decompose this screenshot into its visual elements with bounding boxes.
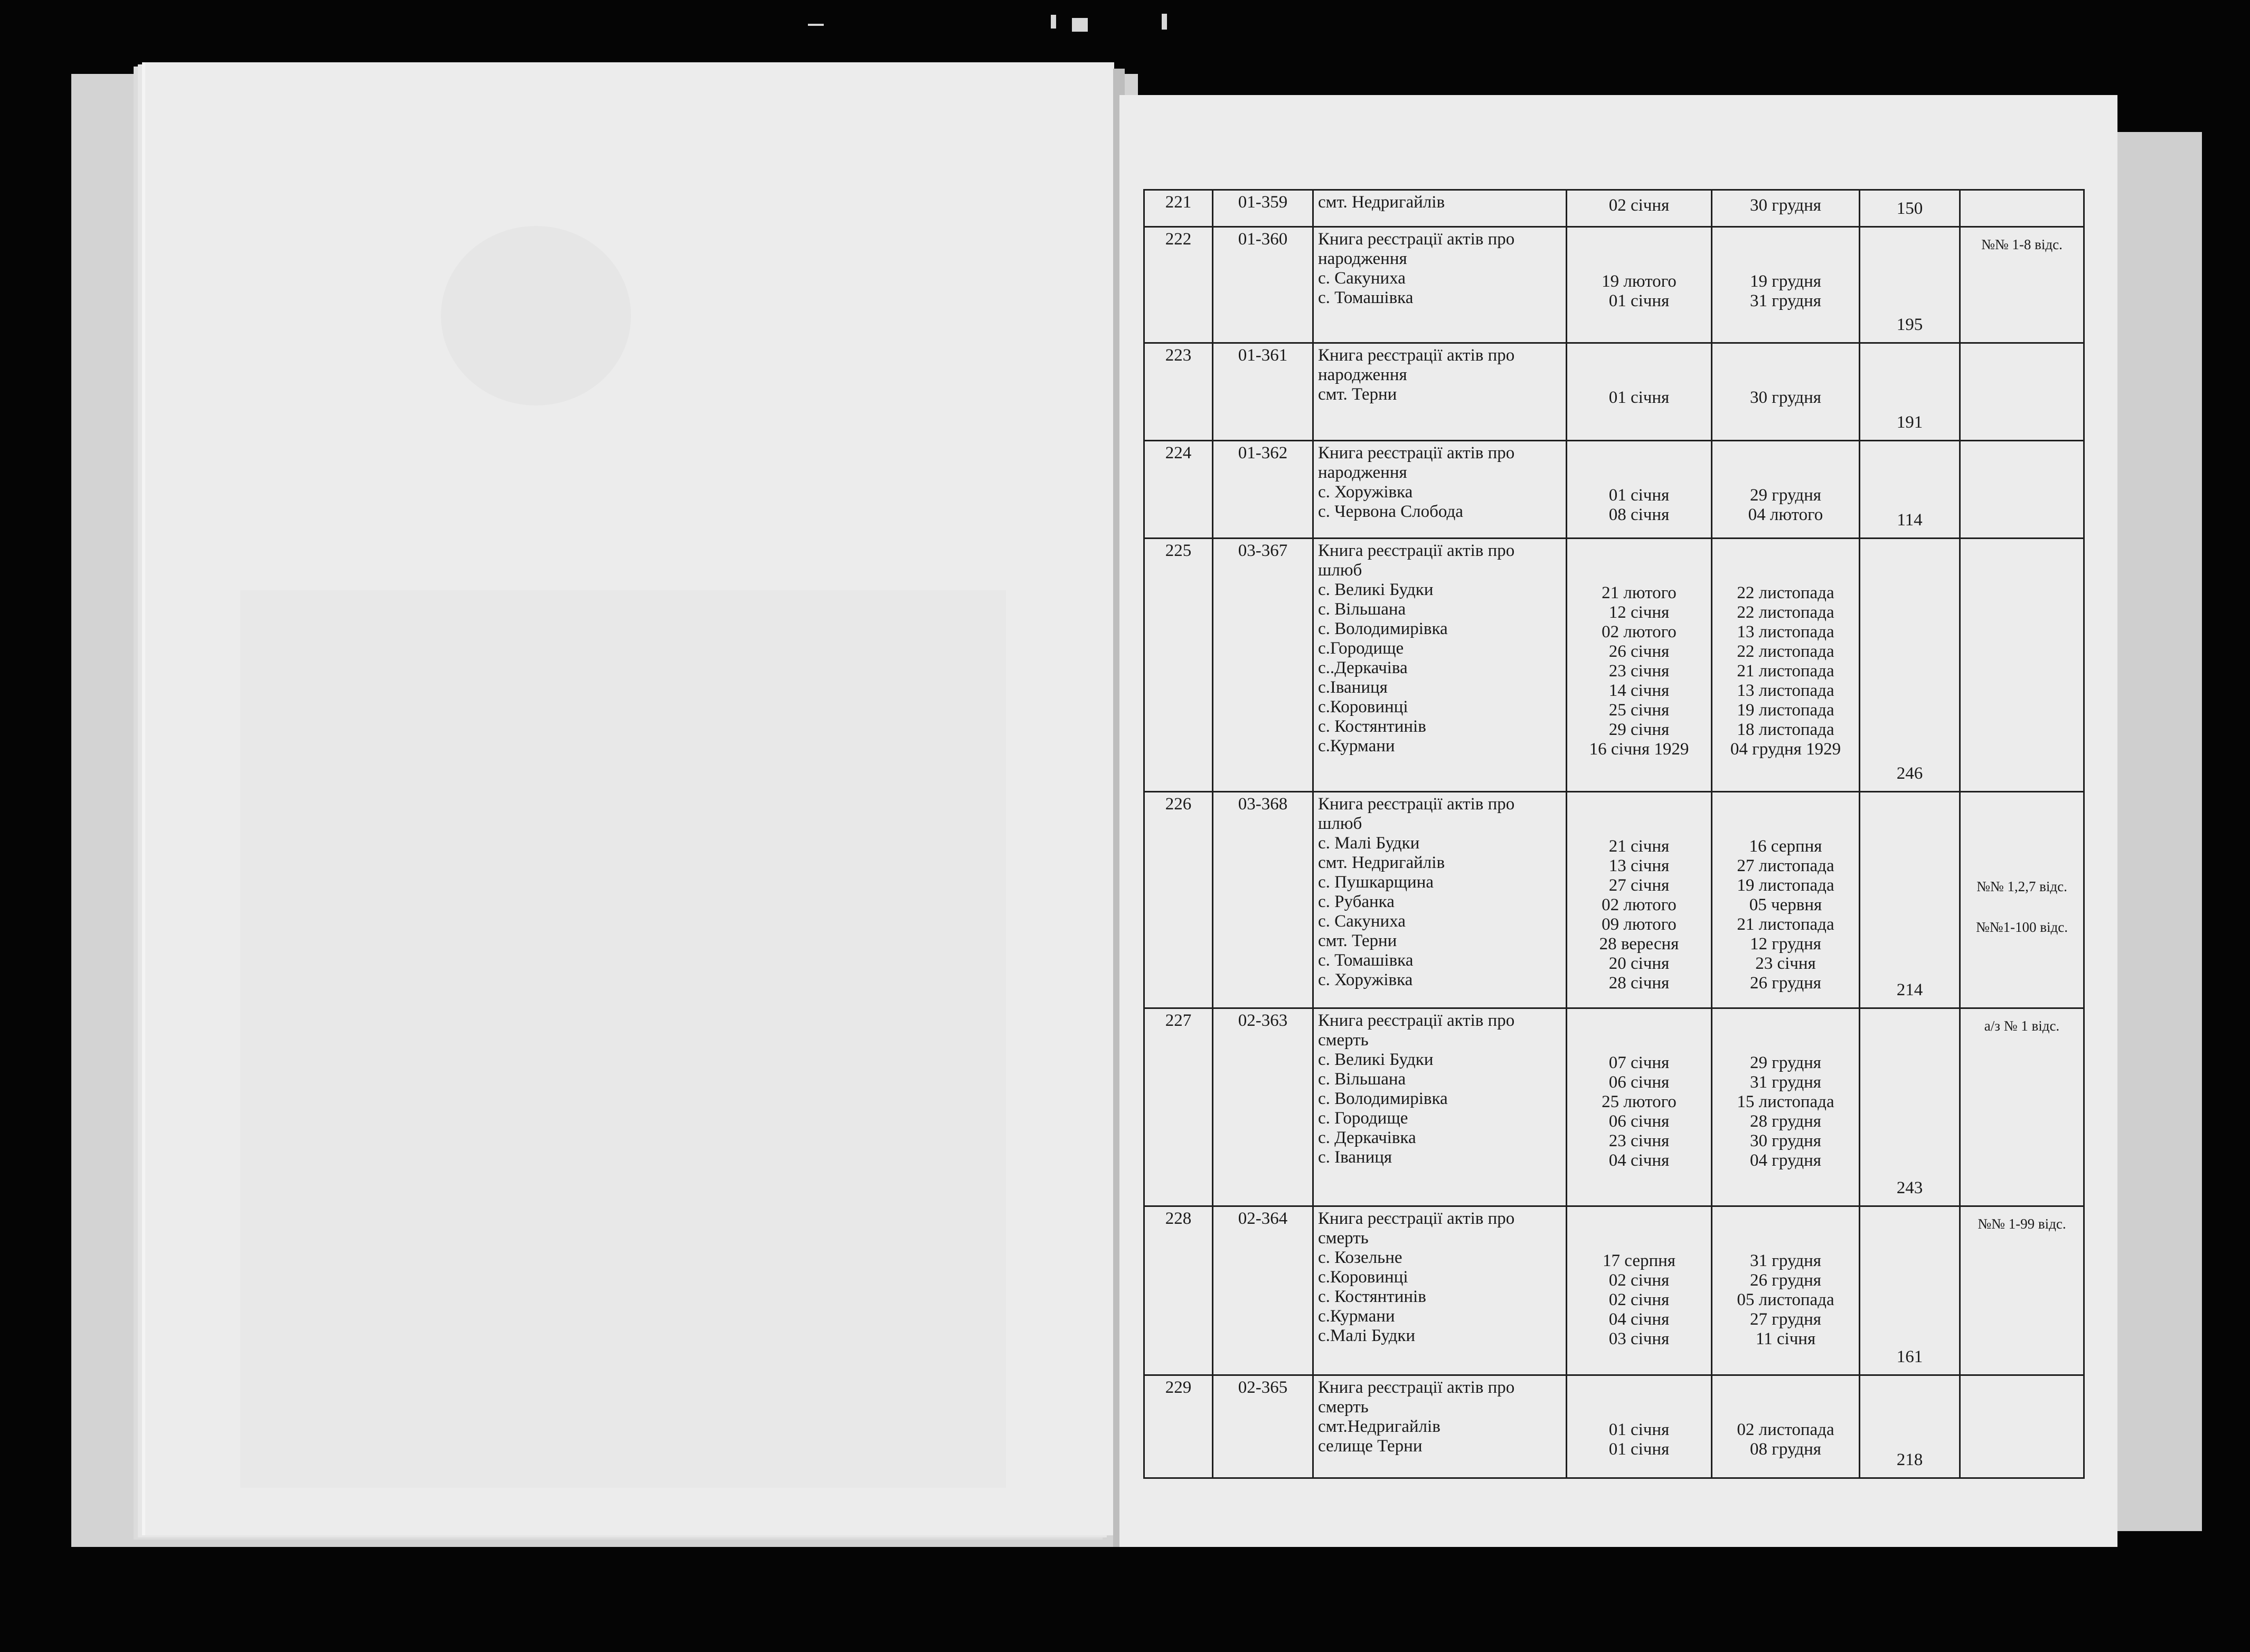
record-note: [1960, 792, 2084, 1008]
record-note: [1960, 190, 2084, 227]
record-note: [1960, 441, 2084, 539]
scanner-marks: [808, 11, 1230, 42]
places-line: с. Костянтинів: [1318, 717, 1426, 736]
places-line: с. Іваниця: [1318, 1148, 1392, 1167]
date-start: [1567, 190, 1712, 227]
record-title: [1313, 539, 1567, 792]
date_end-line: 29 грудня: [1750, 486, 1821, 505]
title-line: Книга реєстрації актів про: [1318, 541, 1515, 560]
date_start-line: 17 серпня: [1603, 1251, 1675, 1270]
record-code: 03-368: [1213, 792, 1313, 1008]
date_start-line: 08 січня: [1608, 505, 1670, 524]
title-line: Книга реєстрації актів про: [1318, 230, 1515, 249]
places-line: с.Малі Будки: [1318, 1326, 1416, 1345]
date_end-line: 26 грудня: [1750, 974, 1821, 993]
record-number: 223: [1144, 343, 1213, 441]
places-line: смт. Недригайлів: [1318, 193, 1445, 212]
register-row: [1144, 1008, 2084, 1206]
register-row: [1144, 1206, 2084, 1375]
date_end-line: 22 листопада: [1737, 642, 1834, 661]
page-count: 246: [1860, 539, 1960, 792]
date_start-line: 29 січня: [1608, 720, 1670, 739]
date_end-line: 16 серпня: [1749, 837, 1822, 856]
places-line: с. Сакуниха: [1318, 269, 1406, 288]
date_end-line: 31 грудня: [1750, 291, 1821, 310]
record-number: 227: [1144, 1008, 1213, 1206]
title-line: шлюб: [1318, 561, 1362, 580]
record-note: [1960, 227, 2084, 343]
date_end-line: 29 грудня: [1750, 1053, 1821, 1072]
record-code: 01-361: [1213, 343, 1313, 441]
title-line: Книга реєстрації актів про: [1318, 443, 1515, 462]
places-line: с. Великі Будки: [1318, 580, 1434, 599]
date_end-line: 19 листопада: [1737, 701, 1834, 720]
page-count: 218: [1860, 1375, 1960, 1478]
date-start: [1567, 539, 1712, 792]
date_start-line: 01 січня: [1608, 486, 1670, 505]
note-line: №№ 1,2,7 відс.: [1976, 879, 2067, 894]
record-title: [1313, 190, 1567, 227]
date_start-line: 06 січня: [1608, 1112, 1670, 1131]
places-line: с. Городище: [1318, 1109, 1408, 1128]
record-number: 225: [1144, 539, 1213, 792]
date_end-line: 08 грудня: [1750, 1440, 1821, 1459]
date_start-line: 02 січня: [1608, 1290, 1670, 1309]
record-number: 221: [1144, 190, 1213, 227]
date-end: [1712, 539, 1860, 792]
places-line: с.Іваниця: [1318, 678, 1388, 697]
date_end-line: 12 грудня: [1750, 934, 1821, 954]
date-start: [1567, 343, 1712, 441]
date_end-line: 31 грудня: [1750, 1251, 1821, 1270]
page-count: 214: [1860, 792, 1960, 1008]
places-line: с. Козельне: [1318, 1248, 1402, 1267]
left-page-blank: [145, 62, 1114, 1535]
register-body: [1144, 190, 2084, 1478]
date_start-line: 19 лютого: [1602, 272, 1677, 291]
title-line: Книга реєстрації актів про: [1318, 795, 1515, 814]
date_end-line: 13 листопада: [1737, 681, 1834, 700]
date_start-line: 01 січня: [1608, 291, 1670, 310]
date_start-line: 20 січня: [1608, 954, 1670, 973]
date_end-line: 05 червня: [1749, 895, 1822, 914]
date_start-line: 21 січня: [1608, 837, 1670, 856]
date_end-line: 21 листопада: [1737, 662, 1834, 681]
places-line: с. Червона Слобода: [1318, 502, 1463, 521]
places-line: смт. Терни: [1318, 385, 1397, 404]
places-line: с. Великі Будки: [1318, 1050, 1434, 1069]
date_end-line: 04 грудня: [1750, 1151, 1821, 1170]
record-note: [1960, 343, 2084, 441]
date_start-line: 06 січня: [1608, 1073, 1670, 1092]
places-line: с.Городище: [1318, 639, 1404, 658]
places-line: с. Пушкарщина: [1318, 873, 1434, 892]
date_end-line: 31 грудня: [1750, 1073, 1821, 1092]
record-code: 01-362: [1213, 441, 1313, 539]
page-count: 150: [1860, 190, 1960, 227]
title-line: Книга реєстрації актів про: [1318, 346, 1515, 365]
record-title: [1313, 343, 1567, 441]
record-number: 226: [1144, 792, 1213, 1008]
date_end-line: 04 лютого: [1748, 505, 1823, 524]
date-start: [1567, 1206, 1712, 1375]
date_end-line: 30 грудня: [1750, 388, 1821, 407]
places-line: с. Вільшана: [1318, 1070, 1406, 1089]
date_start-line: 21 лютого: [1602, 583, 1677, 602]
date_start-line: 25 лютого: [1602, 1092, 1677, 1111]
record-number: 229: [1144, 1375, 1213, 1478]
places-line: с.Курмани: [1318, 1307, 1395, 1326]
places-line: с. Костянтинів: [1318, 1287, 1426, 1306]
date-start: [1567, 1375, 1712, 1478]
date_end-line: 04 грудня 1929: [1730, 740, 1841, 759]
date_end-line: 05 листопада: [1737, 1290, 1834, 1309]
date_start-line: 28 вересня: [1599, 934, 1679, 954]
date_end-line: 19 грудня: [1750, 272, 1821, 291]
archive-register-table: [1143, 189, 2085, 1479]
date-end: [1712, 227, 1860, 343]
title-line: смерть: [1318, 1031, 1369, 1050]
date_start-line: 14 січня: [1608, 681, 1670, 700]
places-line: с. Хоружівка: [1318, 970, 1413, 989]
places-line: с. Вільшана: [1318, 600, 1406, 619]
date_start-line: 23 січня: [1608, 662, 1670, 681]
record-code: 02-363: [1213, 1008, 1313, 1206]
date_start-line: 25 січня: [1608, 701, 1670, 720]
places-line: с. Сакуниха: [1318, 912, 1406, 931]
record-number: 222: [1144, 227, 1213, 343]
title-line: Книга реєстрації актів про: [1318, 1011, 1515, 1030]
record-title: [1313, 1008, 1567, 1206]
page-count: 114: [1860, 441, 1960, 539]
date_end-line: 23 січня: [1755, 954, 1816, 973]
register-row: [1144, 343, 2084, 441]
page-count: 243: [1860, 1008, 1960, 1206]
date_start-line: 01 січня: [1608, 388, 1670, 407]
date_end-line: 30 грудня: [1750, 196, 1821, 215]
date_start-line: 01 січня: [1608, 1420, 1670, 1439]
register-row: [1144, 441, 2084, 539]
places-line: с..Деркачіва: [1318, 658, 1408, 677]
date_end-line: 21 листопада: [1737, 915, 1834, 934]
date_start-line: 01 січня: [1608, 1440, 1670, 1459]
record-title: [1313, 1375, 1567, 1478]
places-line: селище Терни: [1318, 1437, 1423, 1456]
places-line: смт.Недригайлів: [1318, 1417, 1441, 1436]
register-row: [1144, 1375, 2084, 1478]
date_start-line: 27 січня: [1608, 876, 1670, 895]
date_start-line: 04 січня: [1608, 1151, 1670, 1170]
places-line: смт. Терни: [1318, 931, 1397, 950]
title-line: Книга реєстрації актів про: [1318, 1209, 1515, 1228]
date_end-line: 13 листопада: [1737, 622, 1834, 641]
record-code: 02-364: [1213, 1206, 1313, 1375]
register-row: [1144, 792, 2084, 1008]
title-line: народження: [1318, 463, 1407, 482]
places-line: с. Рубанка: [1318, 892, 1395, 911]
date-start: [1567, 441, 1712, 539]
places-line: с. Деркачівка: [1318, 1128, 1416, 1147]
places-line: с.Курмани: [1318, 737, 1395, 756]
date_end-line: 18 листопада: [1737, 720, 1834, 739]
record-number: 224: [1144, 441, 1213, 539]
title-line: смерть: [1318, 1229, 1369, 1248]
date_end-line: 28 грудня: [1750, 1112, 1821, 1131]
places-line: с. Хоружівка: [1318, 483, 1413, 502]
note-line: а/з № 1 відс.: [1984, 1018, 2060, 1034]
date_end-line: 15 листопада: [1737, 1092, 1834, 1111]
note-line: №№1-100 відс.: [1976, 919, 2068, 935]
date_start-line: 12 січня: [1608, 603, 1670, 622]
title-line: шлюб: [1318, 814, 1362, 833]
places-line: с. Малі Будки: [1318, 834, 1420, 853]
record-number: 228: [1144, 1206, 1213, 1375]
date_start-line: 13 січня: [1608, 856, 1670, 875]
date_start-line: 07 січня: [1608, 1053, 1670, 1072]
date-end: [1712, 441, 1860, 539]
date_start-line: 28 січня: [1608, 974, 1670, 993]
page-count: 161: [1860, 1206, 1960, 1375]
page-count: 191: [1860, 343, 1960, 441]
title-line: народження: [1318, 249, 1407, 268]
date-start: [1567, 792, 1712, 1008]
date-end: [1712, 1375, 1860, 1478]
record-code: 01-360: [1213, 227, 1313, 343]
date_start-line: 03 січня: [1608, 1329, 1670, 1348]
date-end: [1712, 190, 1860, 227]
date_start-line: 09 лютого: [1602, 915, 1677, 934]
date_start-line: 04 січня: [1608, 1310, 1670, 1329]
title-line: народження: [1318, 365, 1407, 384]
date-end: [1712, 792, 1860, 1008]
date_end-line: 30 грудня: [1750, 1131, 1821, 1150]
date_start-line: 16 січня 1929: [1589, 740, 1689, 759]
date_start-line: 02 лютого: [1602, 622, 1677, 641]
register-row: [1144, 539, 2084, 792]
record-code: 02-365: [1213, 1375, 1313, 1478]
date_end-line: 11 січня: [1755, 1329, 1816, 1348]
date_end-line: 02 листопада: [1737, 1420, 1834, 1439]
register-row: [1144, 227, 2084, 343]
date_start-line: 02 січня: [1608, 196, 1670, 215]
page-count: 195: [1860, 227, 1960, 343]
register-row: [1144, 190, 2084, 227]
places-line: с. Володимирівка: [1318, 619, 1448, 638]
note-line: №№ 1-8 відс.: [1981, 237, 2063, 252]
date_end-line: 22 листопада: [1737, 583, 1834, 602]
title-line: смерть: [1318, 1398, 1369, 1417]
record-note: [1960, 1008, 2084, 1206]
record-note: [1960, 539, 2084, 792]
title-line: Книга реєстрації актів про: [1318, 1378, 1515, 1397]
date_end-line: 27 листопада: [1737, 856, 1834, 875]
date_end-line: 19 листопада: [1737, 876, 1834, 895]
note-line: №№ 1-99 відс.: [1978, 1216, 2066, 1232]
date-end: [1712, 1206, 1860, 1375]
date_start-line: 02 січня: [1608, 1271, 1670, 1290]
record-note: [1960, 1206, 2084, 1375]
date-end: [1712, 343, 1860, 441]
record-code: 03-367: [1213, 539, 1313, 792]
date-start: [1567, 1008, 1712, 1206]
places-line: с.Коровинці: [1318, 1268, 1408, 1287]
date-end: [1712, 1008, 1860, 1206]
date_end-line: 22 листопада: [1737, 603, 1834, 622]
places-line: смт. Недригайлів: [1318, 853, 1445, 872]
record-title: [1313, 792, 1567, 1008]
record-code: 01-359: [1213, 190, 1313, 227]
date-start: [1567, 227, 1712, 343]
places-line: с. Володимирівка: [1318, 1089, 1448, 1108]
record-title: [1313, 1206, 1567, 1375]
places-line: с. Томашівка: [1318, 951, 1414, 970]
record-title: [1313, 227, 1567, 343]
date_end-line: 26 грудня: [1750, 1271, 1821, 1290]
places-line: с. Томашівка: [1318, 288, 1414, 307]
date_start-line: 02 лютого: [1602, 895, 1677, 914]
record-title: [1313, 441, 1567, 539]
places-line: с.Коровинці: [1318, 697, 1408, 716]
date_start-line: 26 січня: [1608, 642, 1670, 661]
date_end-line: 27 грудня: [1750, 1310, 1821, 1329]
record-note: [1960, 1375, 2084, 1478]
date_start-line: 23 січня: [1608, 1131, 1670, 1150]
